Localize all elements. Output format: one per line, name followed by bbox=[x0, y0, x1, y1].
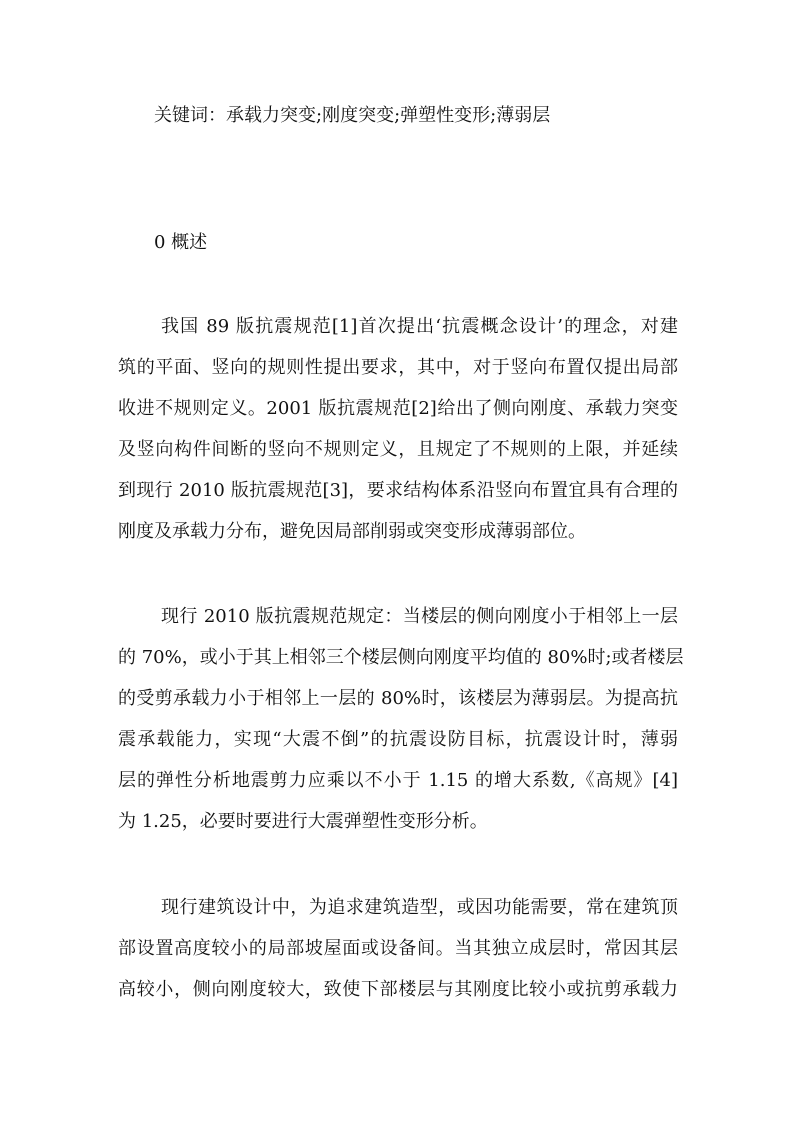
paragraph-line: 筑的平面、竖向的规则性提出要求，其中，对于竖向布置仅提出局部 bbox=[118, 357, 678, 378]
paragraph-1 bbox=[118, 306, 678, 552]
paragraph-line: 现行建筑设计中，为追求建筑造型，或因功能需要，常在建筑顶 bbox=[161, 897, 678, 918]
paragraph-line: 到现行 2010 版抗震规范[3]，要求结构体系沿竖向布置宜具有合理的 bbox=[118, 480, 678, 501]
section-heading: 0 概述 bbox=[154, 232, 208, 253]
paragraph-line: 刚度及承载力分布，避免因局部削弱或突变形成薄弱部位。 bbox=[118, 521, 586, 542]
paragraph-line: 的受剪承载力小于相邻上一层的 80%时，该楼层为薄弱层。为提高抗 bbox=[118, 688, 678, 709]
paragraph-3 bbox=[118, 887, 678, 1010]
paragraph-line: 高较小，侧向刚度较大，致使下部楼层与其刚度比较小或抗剪承载力 bbox=[118, 979, 678, 1000]
paragraph-line: 现行 2010 版抗震规范规定：当楼层的侧向刚度小于相邻上一层 bbox=[161, 606, 678, 627]
paragraph-line: 的 70%，或小于其上相邻三个楼层侧向刚度平均值的 80%时;或者楼层 bbox=[118, 647, 684, 668]
paragraph-line: 我国 89 版抗震规范[1]首次提出‘抗震概念设计’的理念，对建 bbox=[161, 316, 678, 337]
paragraph-line: 部设置高度较小的局部坡屋面或设备间。当其独立成层时，常因其层 bbox=[118, 938, 678, 959]
paragraph-line: 震承载能力，实现“大震不倒”的抗震设防目标，抗震设计时，薄弱 bbox=[118, 729, 678, 750]
paragraph-line: 及竖向构件间断的竖向不规则定义，且规定了不规则的上限，并延续 bbox=[118, 439, 678, 460]
paragraph-line: 为 1.25，必要时要进行大震弹塑性变形分析。 bbox=[118, 811, 488, 832]
keywords-line: 关键词：承载力突变;刚度突变;弹塑性变形;薄弱层 bbox=[154, 105, 551, 126]
paragraph-2 bbox=[118, 596, 684, 842]
paragraph-line: 层的弹性分析地震剪力应乘以不小于 1.15 的增大系数,《高规》[4] bbox=[118, 770, 678, 791]
paragraph-line: 收进不规则定义。2001 版抗震规范[2]给出了侧向刚度、承载力突变 bbox=[118, 398, 678, 419]
